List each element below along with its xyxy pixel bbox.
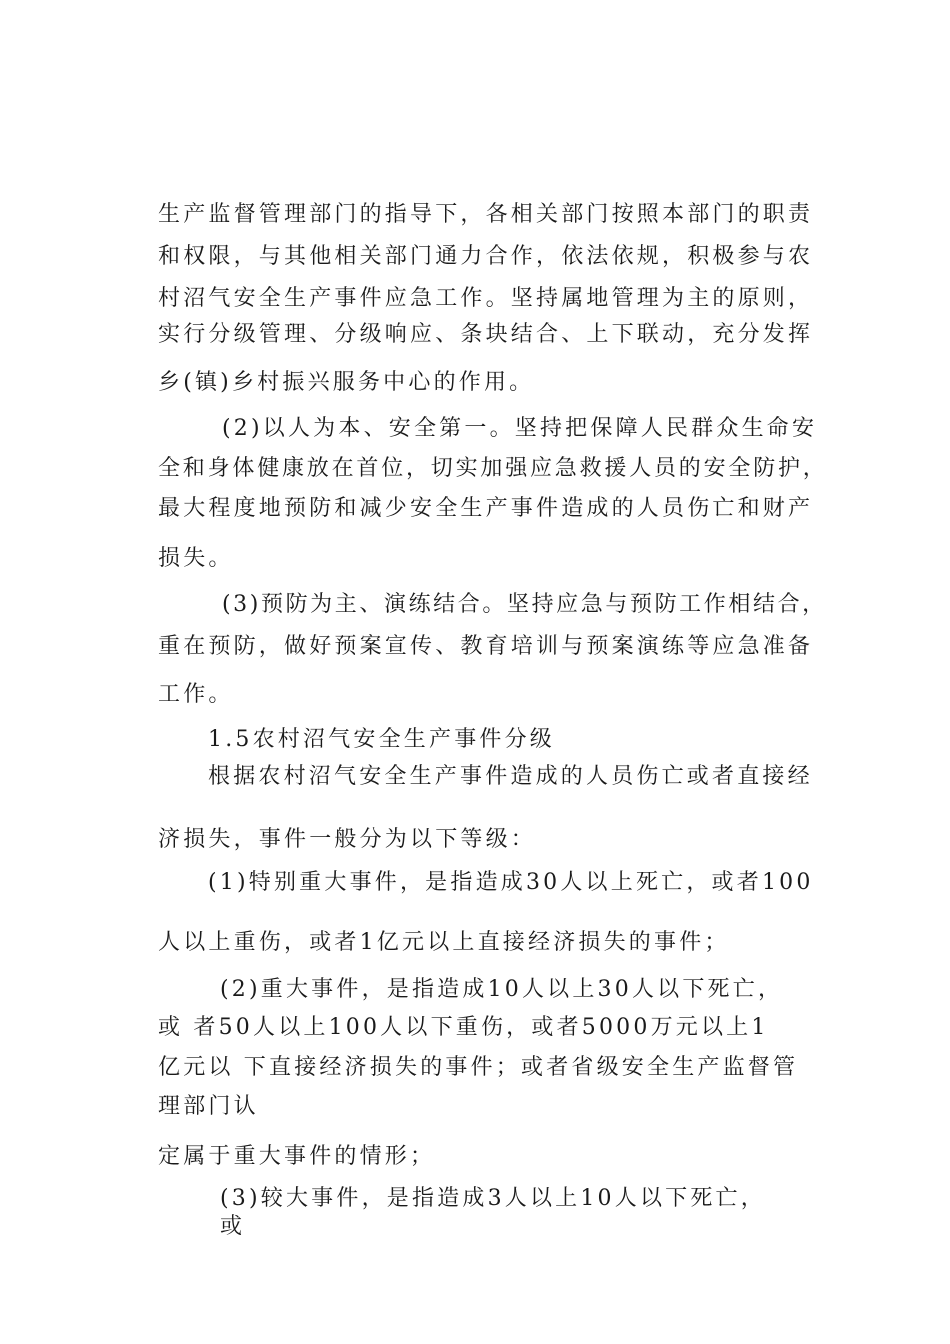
- text-line: 工作。: [158, 682, 234, 707]
- text-line: 人以上重伤，或者1亿元以上直接经济损失的事件；: [158, 930, 730, 955]
- section-heading: 1.5农村沼气安全生产事件分级: [208, 727, 555, 752]
- text-line: 实行分级管理、分级响应、条块结合、上下联动，充分发挥: [158, 322, 814, 347]
- paragraph-start-line: (3)预防为主、演练结合。坚持应急与预防工作相结合，: [222, 592, 827, 617]
- text-line: 损失。: [158, 546, 234, 571]
- paragraph-start-line: (3)较大事件，是指造成3人以上10人以下死亡，: [220, 1186, 766, 1211]
- text-line: 全和身体健康放在首位，切实加强应急救援人员的安全防护，: [158, 456, 828, 481]
- text-line: 和权限，与其他相关部门通力合作，依法依规，积极参与农: [158, 244, 814, 269]
- text-line: 或: [220, 1214, 246, 1239]
- paragraph-start-line: (2)重大事件，是指造成10人以上30人以下死亡，: [220, 977, 784, 1002]
- text-line: 定属于重大事件的情形；: [158, 1144, 436, 1169]
- text-line: 济损失，事件一般分为以下等级：: [158, 827, 537, 852]
- text-line: 最大程度地预防和减少安全生产事件造成的人员伤亡和财产: [158, 496, 814, 521]
- text-line: 乡(镇)乡村振兴服务中心的作用。: [158, 370, 535, 395]
- text-line: 生产监督管理部门的指导下，各相关部门按照本部门的职责: [158, 202, 814, 227]
- paragraph-start-line: (2)以人为本、安全第一。坚持把保障人民群众生命安: [222, 416, 818, 441]
- text-line: 重在预防，做好预案宣传、教育培训与预案演练等应急准备: [158, 634, 814, 659]
- text-line: 理部门认: [158, 1094, 259, 1119]
- text-line: 村沼气安全生产事件应急工作。坚持属地管理为主的原则，: [158, 286, 814, 311]
- paragraph-start-line: 根据农村沼气安全生产事件造成的人员伤亡或者直接经: [208, 764, 813, 789]
- text-line: 亿元以 下直接经济损失的事件；或者省级安全生产监督管: [158, 1055, 799, 1080]
- paragraph-start-line: (1)特别重大事件，是指造成30人以上死亡，或者100: [208, 870, 814, 895]
- text-line: 或 者50人以上100人以下重伤，或者5000万元以上1: [158, 1015, 769, 1040]
